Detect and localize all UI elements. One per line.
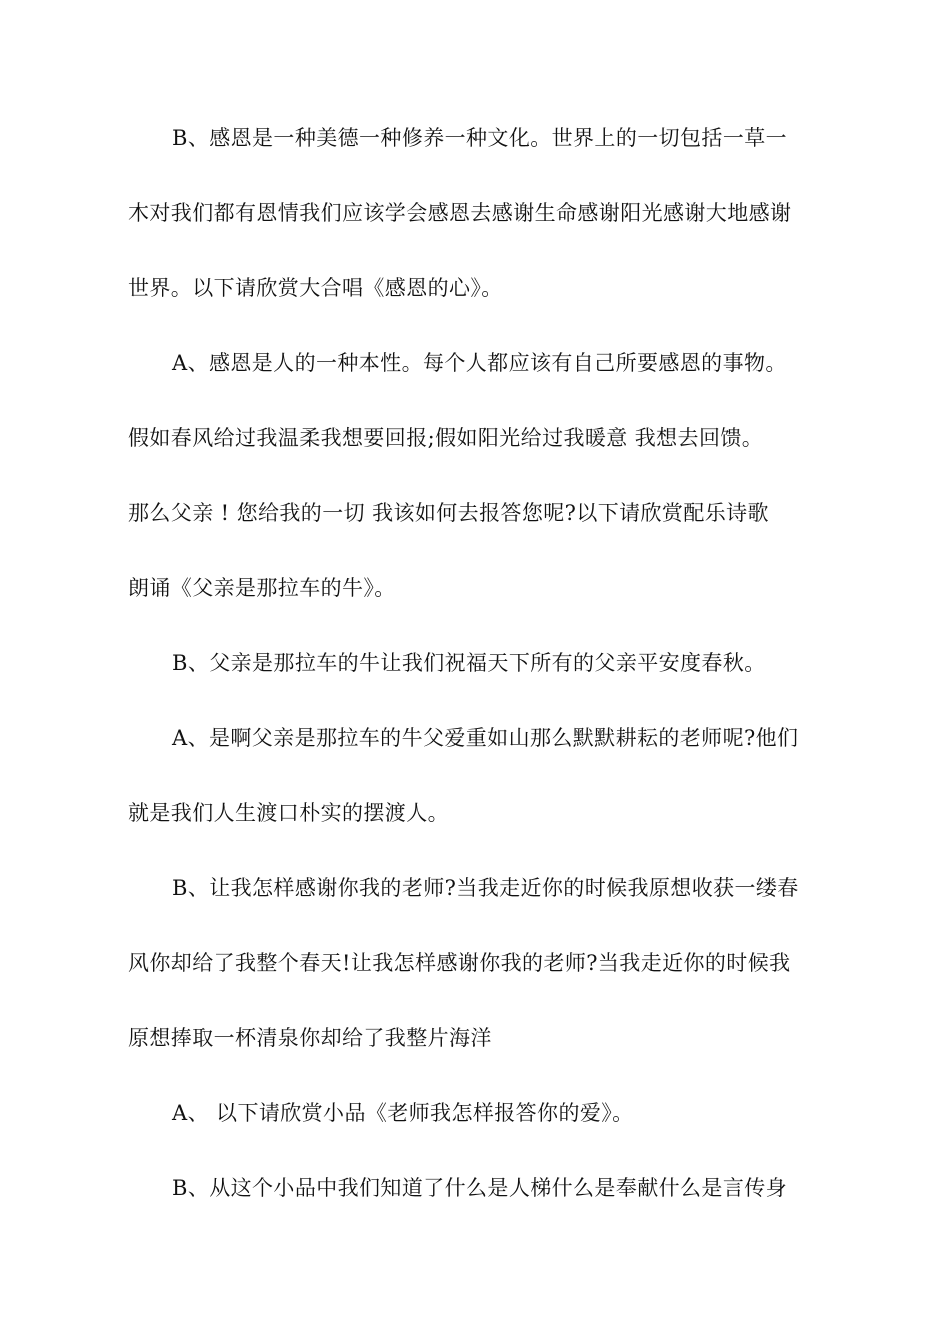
text-line: 原想捧取一杯清泉你却给了我整片海洋 bbox=[128, 1026, 492, 1050]
text-line: 世界。以下请欣赏大合唱《感恩的心》。 bbox=[128, 276, 503, 300]
text-line: B、父亲是那拉车的牛让我们祝福天下所有的父亲平安度春秋。 bbox=[172, 651, 766, 675]
text-line: B、感恩是一种美德一种修养一种文化。世界上的一切包括一草一 bbox=[172, 126, 788, 150]
text-line: B、让我怎样感谢你我的老师?当我走近你的时候我原想收获一缕春 bbox=[172, 876, 799, 900]
text-line: 木对我们都有恩情我们应该学会感恩去感谢生命感谢阳光感谢大地感谢 bbox=[128, 201, 792, 225]
text-line: 风你却给了我整个春天!让我怎样感谢你我的老师?当我走近你的时候我 bbox=[128, 951, 791, 975]
text-line: 就是我们人生渡口朴实的摆渡人。 bbox=[128, 801, 449, 825]
text-line: A、 以下请欣赏小品《老师我怎样报答你的爱》。 bbox=[172, 1101, 634, 1125]
text-line: 假如春风给过我温柔我想要回报;假如阳光给过我暖意 我想去回馈。 bbox=[128, 426, 764, 450]
text-line: 那么父亲 ! 您给我的一切 我该如何去报答您呢?以下请欣赏配乐诗歌 bbox=[128, 501, 769, 525]
text-line: B、从这个小品中我们知道了什么是人梯什么是奉献什么是言传身 bbox=[172, 1176, 788, 1200]
text-line: A、感恩是人的一种本性。每个人都应该有自己所要感恩的事物。 bbox=[172, 351, 787, 375]
text-line: 朗诵《父亲是那拉车的牛》。 bbox=[128, 576, 396, 600]
text-line: A、是啊父亲是那拉车的牛父爱重如山那么默默耕耘的老师呢?他们 bbox=[172, 726, 799, 750]
